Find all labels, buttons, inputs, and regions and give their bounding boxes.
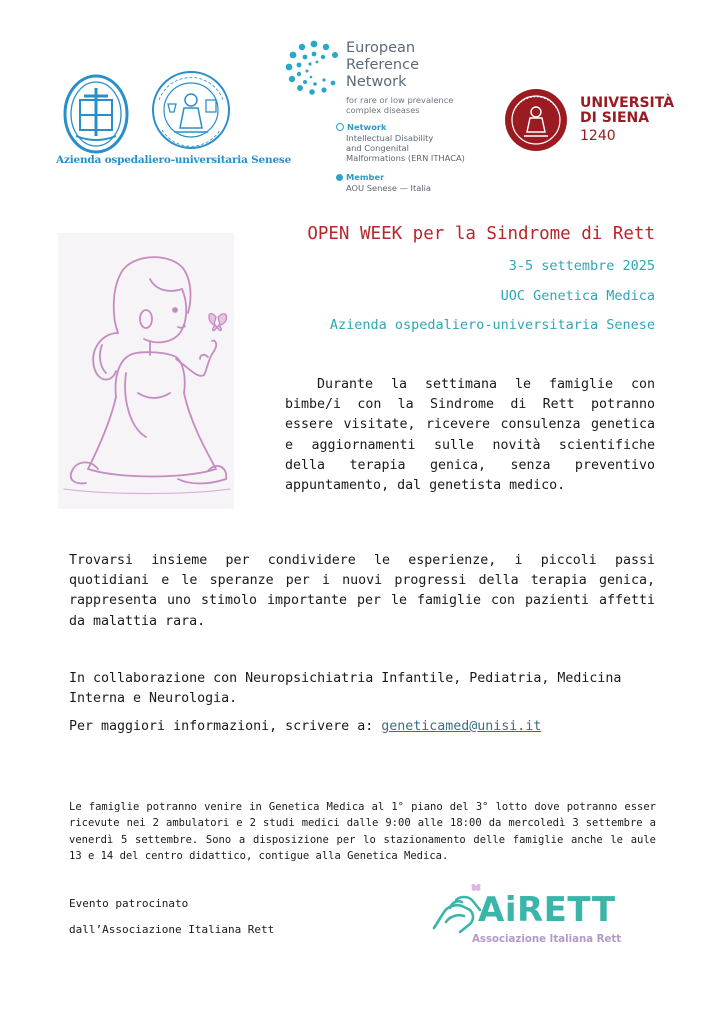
contact-line (69, 717, 659, 737)
ern-member-detail: AOU Senese — Italia (346, 183, 431, 193)
aous-emblems-icon (56, 70, 266, 154)
event-unit: UOC Genetica Medica (500, 288, 655, 304)
unisi-logo (504, 88, 674, 152)
girl-illustration-icon (58, 233, 234, 509)
ern-dots-icon (286, 40, 342, 96)
contact-prefix: Per maggiori informazioni, scrivere a: (69, 719, 382, 734)
aous-caption: Azienda ospedaliero-universitaria Senese (56, 154, 292, 166)
event-dates: 3-5 settembre 2025 (508, 258, 655, 274)
unisi-name: UNIVERSITÀ DI SIENA (580, 95, 675, 126)
airett-logo (430, 880, 645, 955)
airett-tagline: Associazione Italiana Rett (472, 934, 622, 945)
unisi-seal-icon (504, 88, 568, 152)
ern-logo (286, 38, 506, 198)
girl-butterfly-illustration (58, 233, 234, 509)
network-ring-icon (336, 123, 344, 131)
collaboration-paragraph: In collaborazione con Neuropsichiatria Infantile, Pediatria, Medicina Interna e Neurologia. (69, 671, 622, 707)
email-link[interactable]: geneticamed@unisi.it (381, 719, 542, 734)
ern-network-detail: Intellectual Disability and Congenital Malformations (ERN ITHACA) (346, 133, 465, 163)
event-title: OPEN WEEK per la Sindrome di Rett (307, 224, 655, 244)
aous-logo (56, 70, 292, 170)
ern-member-label: Member (336, 172, 384, 182)
intro-paragraph: Durante la settimana le famiglie con bimbe/i con la Sindrome di Rett potranno essere visitate, ricevere consulenza genetica e aggiornamenti sulle novità scientifiche della terapia genica, senza preventivo appuntamento, dal genetista medico. (285, 377, 655, 494)
community-paragraph: Trovarsi insieme per condividere le esperienze, i piccoli passi quotidiani e le speranze per i nuovi progressi della terapia genica, rappresenta uno stimolo importante per le famiglie con pazienti affetti da malattia rara. (69, 553, 655, 629)
sponsor-line-1: Evento patrocinato (69, 897, 189, 910)
sponsor-line-2: dall’Associazione Italiana Rett (69, 923, 275, 936)
unisi-year: 1240 (580, 128, 616, 144)
member-dot-icon (336, 174, 343, 181)
event-hospital: Azienda ospedaliero-universitaria Senese (329, 317, 655, 333)
ern-subtitle: for rare or low prevalence complex diseases (346, 95, 454, 115)
ern-network-label: Network (336, 122, 387, 132)
ern-title: European Reference Network (346, 40, 420, 90)
airett-wordmark: AiRETT (478, 890, 616, 930)
logistics-paragraph: Le famiglie potranno venire in Genetica Medica al 1° piano del 3° lotto dove potranno esser ricevute nei 2 ambulatori e 2 studi medici dalle 9:00 alle 18:00 da mercoledì 3 settembre a venerdì 5 settembre. Sono a disposizione per lo stazionamento delle famiglie anche le aule 13 e 14 del centro didattico, contigue alla Genetica Medica. (69, 801, 656, 863)
